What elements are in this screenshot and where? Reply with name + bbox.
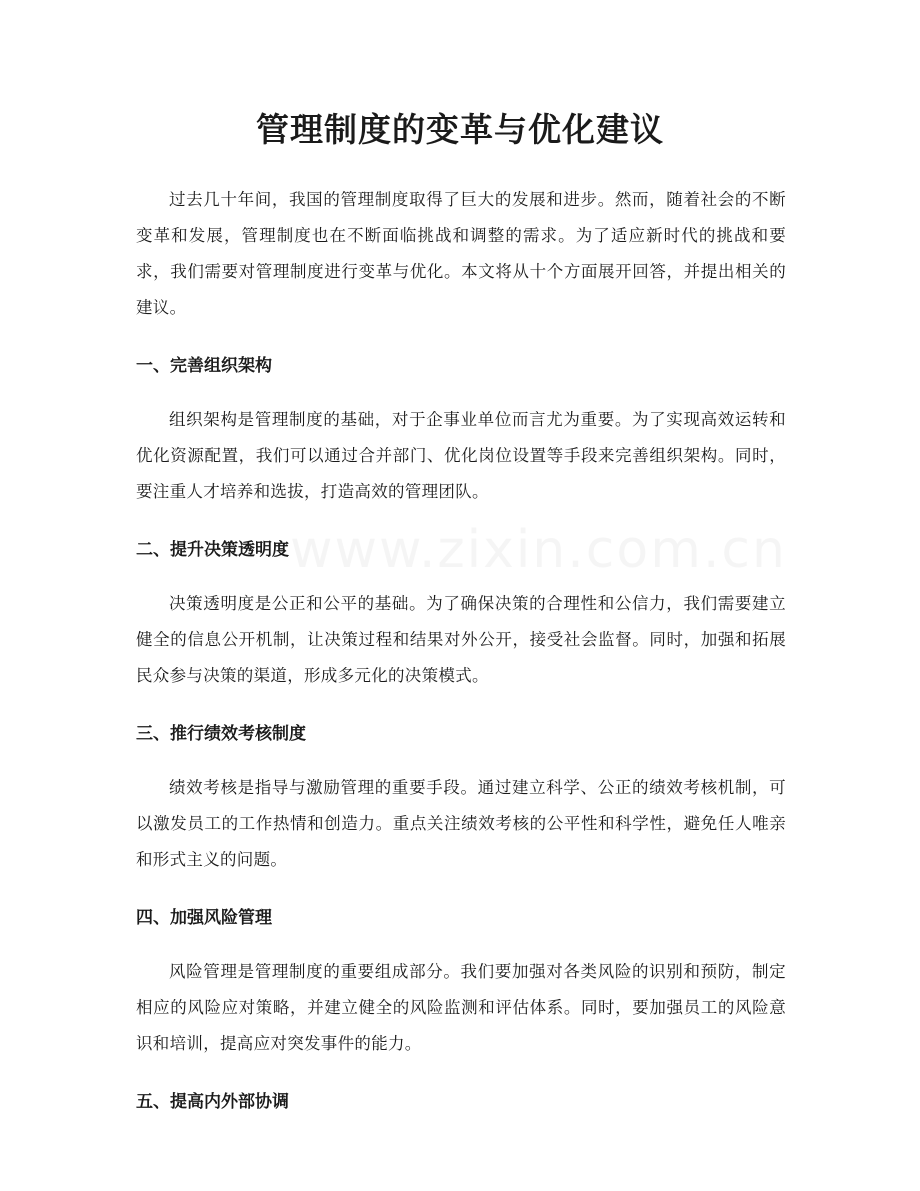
section-heading-4: 四、加强风险管理 bbox=[136, 908, 272, 928]
section-body-2: 决策透明度是公正和公平的基础。为了确保决策的合理性和公信力，我们需要建立健全的信息公开机制，让决策过程和结果对外公开，接受社会监督。同时，加强和拓展民众参与决策的渠道，形成多元化的决策模式。 bbox=[136, 594, 786, 685]
watermark: www.zixin.com.cn bbox=[290, 520, 787, 580]
section-heading-1: 一、完善组织架构 bbox=[136, 356, 272, 376]
document-content bbox=[136, 182, 786, 1120]
section-heading-2: 二、提升决策透明度 bbox=[136, 540, 289, 560]
intro-paragraph: 过去几十年间，我国的管理制度取得了巨大的发展和进步。然而，随着社会的不断变革和发展，管理制度也在不断面临挑战和调整的需求。为了适应新时代的挑战和要求，我们需要对管理制度进行变革与优化。本文将从十个方面展开回答，并提出相关的建议。 bbox=[136, 190, 786, 317]
section-heading-3: 三、推行绩效考核制度 bbox=[136, 724, 306, 744]
section-body-3: 绩效考核是指导与激励管理的重要手段。通过建立科学、公正的绩效考核机制，可以激发员工的工作热情和创造力。重点关注绩效考核的公平性和科学性，避免任人唯亲和形式主义的问题。 bbox=[136, 778, 786, 869]
document-title: 管理制度的变革与优化建议 bbox=[256, 110, 664, 149]
section-heading-5: 五、提高内外部协调 bbox=[136, 1092, 289, 1112]
section-body-1: 组织架构是管理制度的基础，对于企事业单位而言尤为重要。为了实现高效运转和优化资源配置，我们可以通过合并部门、优化岗位设置等手段来完善组织架构。同时，要注重人才培养和选拔，打造高效的管理团队。 bbox=[136, 410, 786, 501]
section-body-4: 风险管理是管理制度的重要组成部分。我们要加强对各类风险的识别和预防，制定相应的风险应对策略，并建立健全的风险监测和评估体系。同时，要加强员工的风险意识和培训，提高应对突发事件的能力。 bbox=[136, 962, 786, 1053]
